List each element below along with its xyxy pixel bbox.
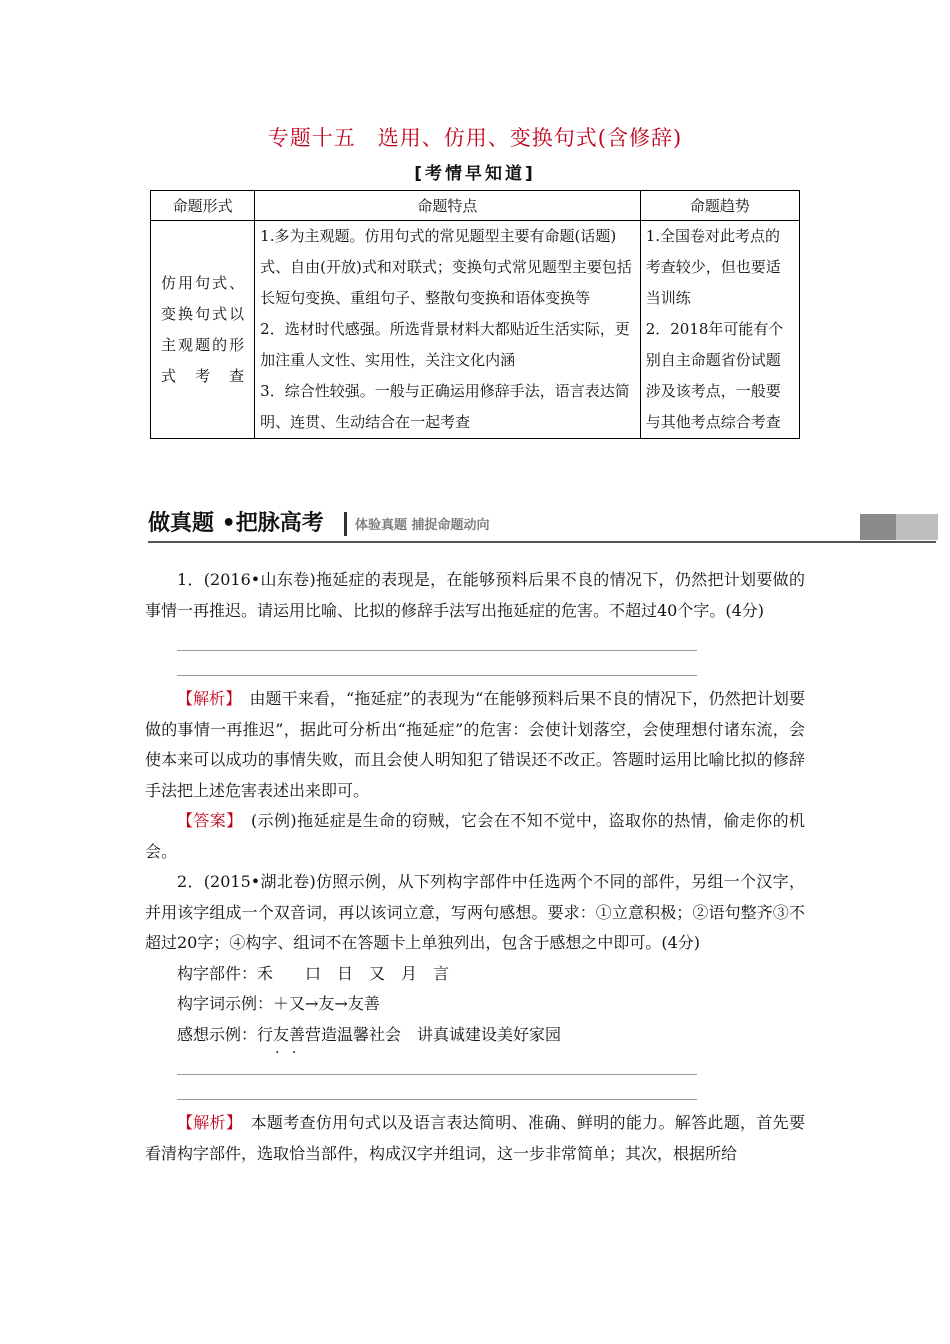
analysis-tag: 【解析】 <box>177 689 234 708</box>
example-sentence-line <box>145 1020 805 1051</box>
trends-cell <box>640 221 799 439</box>
question-stem: 2．(2015•湖北卷)仿照示例，从下列构字部件中任选两个不同的部件，另组一个汉字，并用该字组成一个双音词，再以该词立意，写两句感想。要求：①立意积极；②语句整齐③不超过20字；④构字、组词不在答题卡上单独列出，包含于感想之中即可。(4分) <box>145 872 805 952</box>
decor-block <box>896 514 938 540</box>
question-stem: 1．(2016•山东卷)拖延症的表现是，在能够预料后果不良的情况下，仍然把计划要做的事情一再推迟。请运用比喻、比拟的修辞手法写出拖延症的危害。不超过40个字。(4分) <box>145 570 805 620</box>
answer-paragraph <box>145 806 805 867</box>
dotted-word: 友善 · · <box>273 1025 305 1044</box>
section-caption: 体验真题 捕捉命题动向 <box>355 518 490 533</box>
page-title: 专题十五 选用、仿用、变换句式(含修辞) <box>267 126 683 150</box>
section-subtitle: [考情早知道] <box>414 164 536 184</box>
answer-tag: 【答案】 <box>177 811 235 830</box>
trend-item: 1.全国卷对此考点的考查较少，但也要适当训练 <box>645 227 781 307</box>
table-header: 命题形式 <box>151 191 255 221</box>
analysis-paragraph <box>145 684 805 806</box>
example-prefix: 感想示例：行 <box>177 1024 274 1044</box>
trend-item: 2．2018年可能有个别自主命题省份试题涉及该考点，一般要与其他考点综合考查 <box>645 320 784 431</box>
feature-item: 1.多为主观题。仿用句式的常见题型主要有命题(话题)式、自由(开放)式和对联式；变换句式常见题型主要包括长短句变换、重组句子、整散句变换和语体变换等 <box>260 227 632 307</box>
decor-block <box>860 514 896 540</box>
divider <box>344 512 347 536</box>
table-header: 命题特点 <box>255 191 641 221</box>
feature-item: 2．选材时代感强。所选背景材料大都贴近生活实际，更加注重人文性、实用性，关注文化内涵 <box>260 320 630 369</box>
example-suffix: 营造温馨社会 讲真诚建设美好家园 <box>305 1024 562 1044</box>
table-header: 命题趋势 <box>640 191 799 221</box>
parts-line: 构字部件：禾 口 日 又 月 言 <box>177 963 450 983</box>
analysis-tag: 【解析】 <box>177 1113 235 1132</box>
exam-info-table <box>150 190 800 439</box>
divider <box>148 541 936 543</box>
analysis-paragraph <box>145 1108 805 1169</box>
answer-text: (示例)拖延症是生命的窃贼，它会在不知不觉中，盗取你的热情，偷走你的机会。 <box>145 811 805 861</box>
feature-item: 3．综合性较强。一般与正确运用修辞手法，语言表达简明、连贯、生动结合在一起考查 <box>260 382 630 431</box>
analysis-text: 由题干来看，“拖延症”的表现为“在能够预料后果不良的情况下，仍然把计划要做的事情一再推迟”，据此可分析出“拖延症”的危害：会使计划落空，会使理想付诸东流，会使本来可以成功的事情失败，而且会使人明知犯了错误还不改正。答题时运用比喻比拟的修辞手法把上述危害表述出来即可。 <box>145 689 805 800</box>
question-content <box>145 565 805 1169</box>
section-header-bar <box>148 508 938 540</box>
features-cell <box>255 221 641 439</box>
section-title: 做真题 •把脉高考 <box>148 511 324 536</box>
form-cell: 仿用句式、变换句式以主观题的形式考查 <box>151 221 255 439</box>
analysis-text: 本题考查仿用句式以及语言表达简明、准确、鲜明的能力。解答此题，首先要看清构字部件，选取恰当部件，构成汉字并组词，这一步非常简单；其次，根据所给 <box>145 1113 805 1163</box>
example-word-line: 构字词示例：＋又→友→友善 <box>177 994 380 1013</box>
